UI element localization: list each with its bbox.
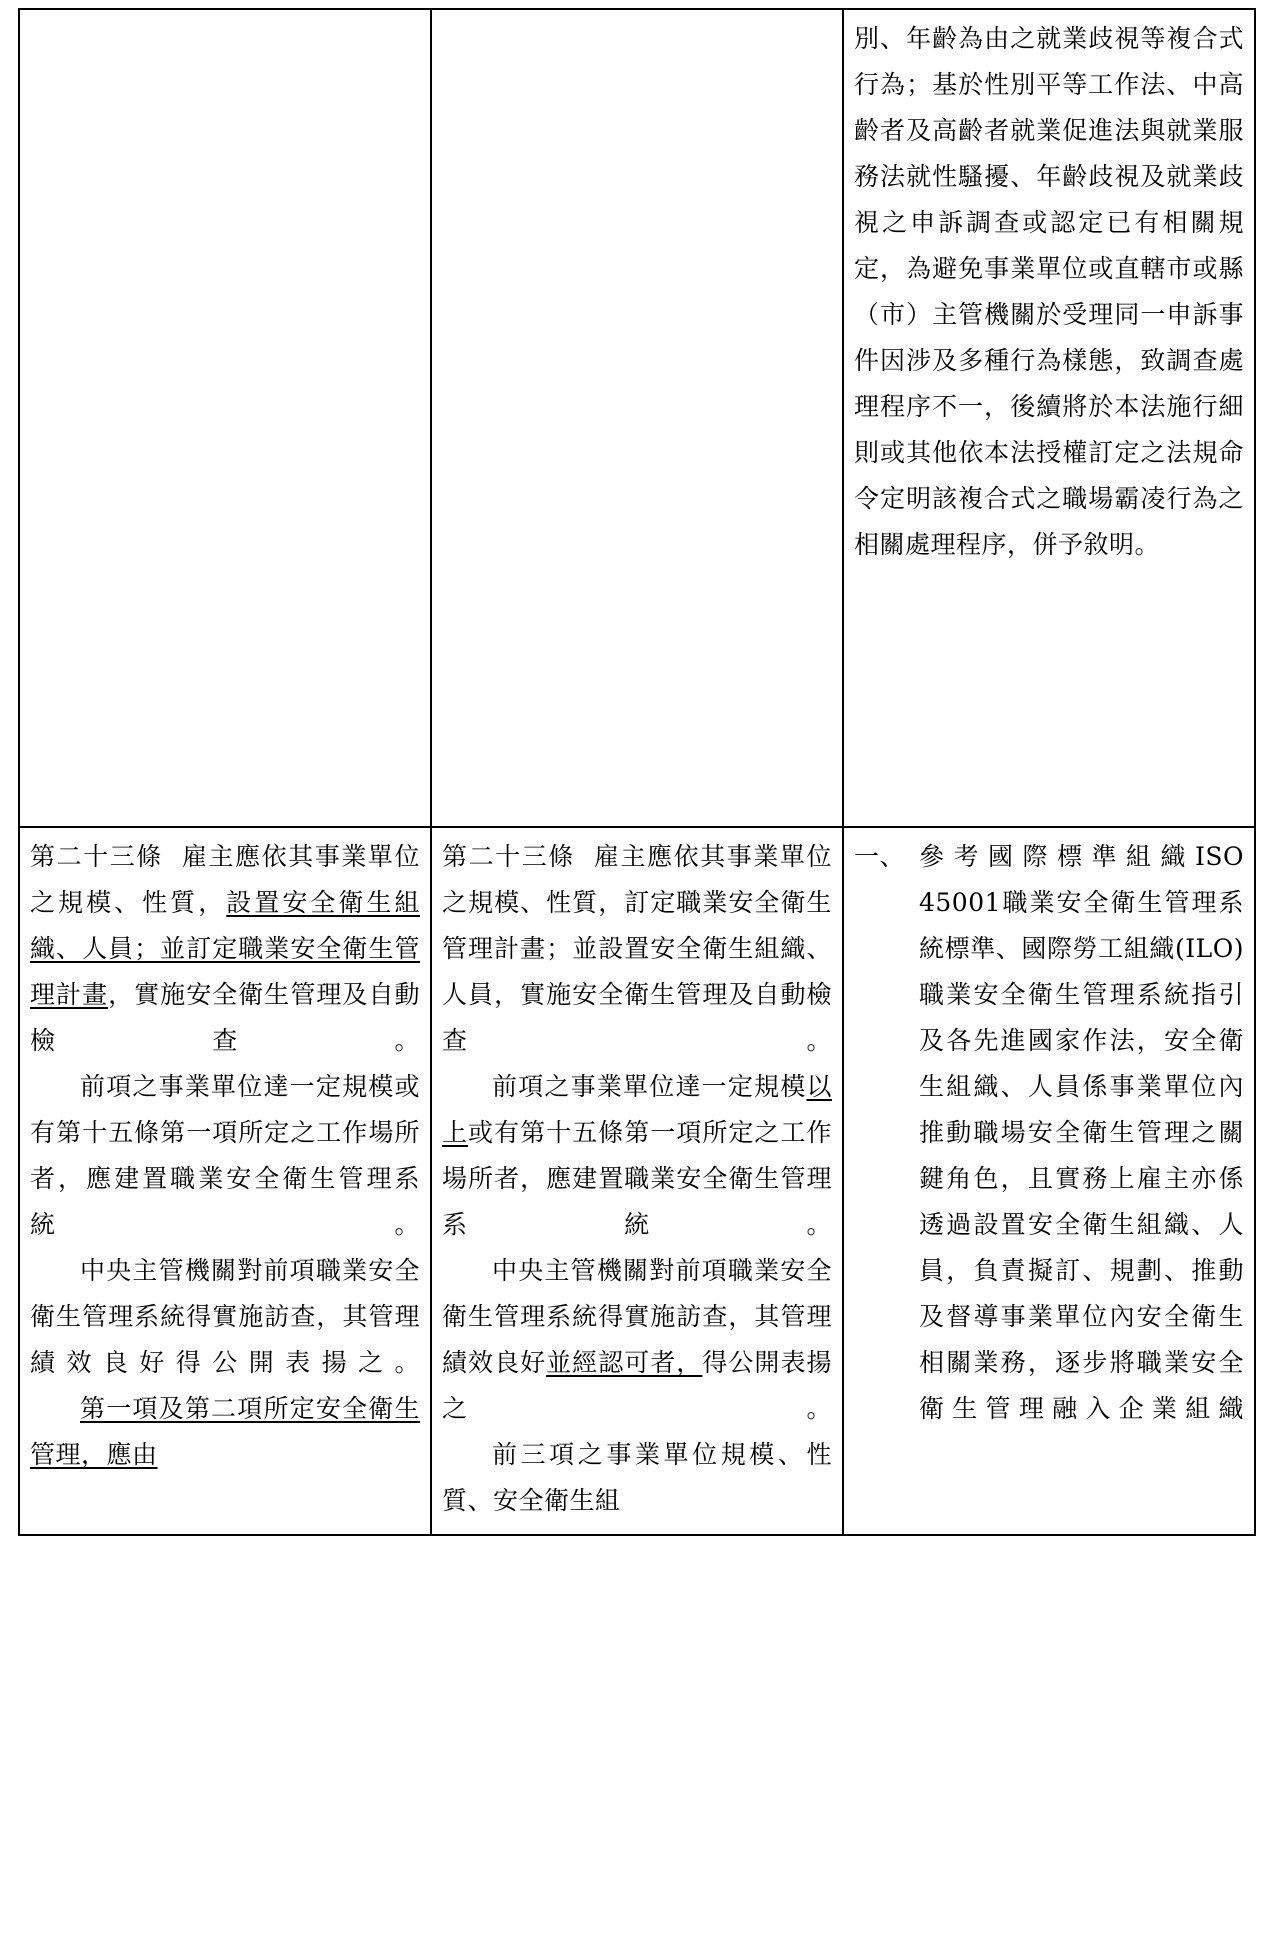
table-row [19,827,1255,1535]
article-left-number: 第二十三條 [30,842,163,871]
explanation-item-text: 參考國際標準組織ISO 45001職業安全衛生管理系統標準、國際勞工組織(ILO)職業安全衛生管理系統指引及各先進國家作法，安全衛生組織、人員係事業單位內推動職場安全衛生管理之關鍵角色，且實務上雇主亦係透過設置安全衛生組織、人員，負責擬訂、規劃、推動及督導事業單位內安全衛生相關業務，逐步將職業安全衛生管理融入企業組織 [919,842,1244,1423]
article-left-para-3: 中央主管機關對前項職業安全衛生管理系統得實施訪查，其管理績效良好得公開表揚之。 [30,1256,420,1377]
article-left-body-1: 雇主應依其事業單位之規模、性質，設置安全衛生組織、人員；並訂定職業安全衛生管理計畫，實施安全衛生管理及自動檢查。 [30,842,420,1055]
cell-left-continuation [19,9,431,827]
article-middle-number: 第二十三條 [442,842,575,871]
article-middle-para-1 [442,834,832,1064]
article-left-para-1 [30,834,420,1064]
cell-middle-continuation [431,9,843,827]
article-middle-para-2: 前項之事業單位達一定規模以上或有第十五條第一項所定之工作場所者，應建置職業安全衛生管理系統。 [442,1072,832,1239]
article-middle-para-4: 前三項之事業單位規模、性質、安全衛生組 [442,1440,832,1515]
article-middle-body-1: 雇主應依其事業單位之規模、性質，訂定職業安全衛生管理計畫；並設置安全衛生組織、人員，實施安全衛生管理及自動檢查。 [442,842,832,1055]
comparison-table [18,8,1256,1536]
article-left-para-4 [30,1386,420,1478]
list-item [854,834,1244,1432]
explanation-list [854,834,1244,1432]
cell-right-explanation [843,827,1255,1535]
table-row [19,9,1255,827]
cell-left-article-23 [19,827,431,1535]
blank-spacer [30,16,420,816]
left-underline-2: 第一項及第二項所定安全衛生管理，應由 [30,1394,420,1469]
explanation-continuation-text: 別、年齡為由之就業歧視等複合式行為；基於性別平等工作法、中高齡者及高齡者就業促進法與就業服務法就性騷擾、年齡歧視及就業歧視之申訴調查或認定已有相關規定，為避免事業單位或直轄市或縣（市）主管機關於受理同一申訴事件因涉及多種行為樣態，致調查處理程序不一，後續將於本法施行細則或其他依本法授權訂定之法規命令定明該複合式之職場霸凌行為之相關處理程序，併予敘明。 [854,24,1244,559]
left-underline-1: 設置安全衛生組織、人員；並訂定職業安全衛生管理計畫 [30,888,420,1009]
article-left-para-2: 前項之事業單位達一定規模或有第十五條第一項所定之工作場所者，應建置職業安全衛生管理系統。 [30,1072,420,1239]
middle-underline-2: 並經認可者， [546,1348,703,1377]
cell-middle-article-23 [431,827,843,1535]
article-middle-para-3: 中央主管機關對前項職業安全衛生管理系統得實施訪查，其管理績效良好並經認可者，得公開表揚之。 [442,1256,832,1423]
document-page [0,8,1277,1954]
explanation-item-number: 一、 [854,842,906,871]
middle-underline-1: 以上 [442,1072,832,1147]
cell-right-continuation [843,9,1255,827]
